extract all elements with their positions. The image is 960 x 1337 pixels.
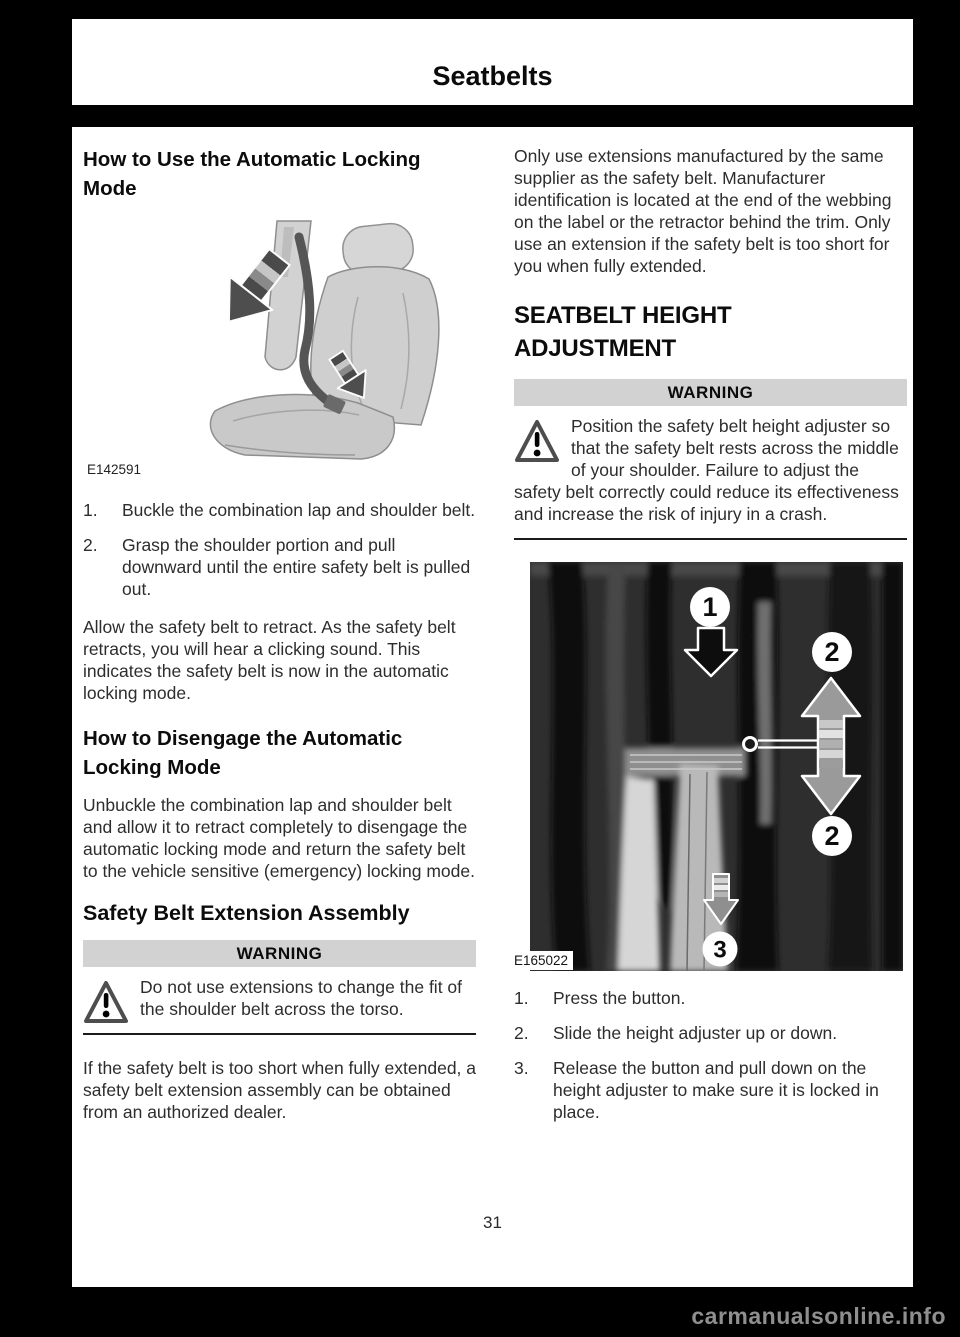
- page-header-band: [72, 19, 913, 105]
- step-number: 1.: [514, 988, 529, 1008]
- paragraph-retract: Allow the safety belt to retract. As the safety belt retracts, you will hear a clicking sound. This indicates the safety belt is now in the automatic locking mode.: [83, 617, 456, 703]
- warning-text: Do not use extensions to change the fit of the shoulder belt across the torso.: [140, 977, 463, 1019]
- automatic-locking-steps: [83, 499, 476, 600]
- heading-disengage-automatic-locking: How to Disengage the Automatic Locking Mode: [83, 727, 403, 779]
- paragraph-extensions: Only use extensions manufactured by the same supplier as the safety belt. Manufacturer identification is located at the end of the webbing on the label or the retractor behind the trim. Only use an extension if the safety belt is too short for you when fully extended.: [514, 146, 892, 276]
- warning-divider: [83, 1033, 476, 1035]
- heading-automatic-locking-mode: How to Use the Automatic Locking Mode: [83, 148, 421, 200]
- warning-body: [514, 415, 907, 540]
- step-number: 2.: [514, 1023, 529, 1043]
- step-number: 2.: [83, 535, 98, 555]
- height-adjuster-photo-icon: [530, 562, 903, 971]
- figure-label-e142591: E142591: [87, 462, 142, 477]
- warning-body: [83, 976, 476, 1035]
- list-item: [83, 499, 476, 521]
- list-item: [514, 1022, 907, 1044]
- step-text: Slide the height adjuster up or down.: [553, 1023, 838, 1043]
- step-number: 1.: [83, 500, 98, 520]
- step-text: Release the button and pull down on the height adjuster to make sure it is locked in place.: [553, 1058, 879, 1122]
- warning-title: WARNING: [83, 940, 476, 967]
- step-text: Buckle the combination lap and shoulder belt.: [122, 500, 476, 520]
- heading-seatbelt-height-adjustment: SEATBELT HEIGHT ADJUSTMENT: [514, 302, 732, 362]
- step-number: 3.: [514, 1058, 529, 1078]
- left-column: [83, 145, 476, 1139]
- list-item: [514, 1057, 907, 1123]
- warning-triangle-icon: [83, 977, 129, 1029]
- page-number: 31: [483, 1213, 502, 1232]
- heading-extension-assembly: Safety Belt Extension Assembly: [83, 901, 410, 925]
- warning-box-height-adjuster: [514, 379, 907, 540]
- warning-box-extensions: [83, 940, 476, 1035]
- watermark: carmanualsonline.info: [691, 1303, 946, 1329]
- figure-seat-illustration: [83, 215, 476, 483]
- page-body: [72, 127, 913, 1287]
- callout-2-top-label: 2: [824, 637, 840, 667]
- paragraph-belt-too-short: If the safety belt is too short when fully extended, a safety belt extension assembly can be obtained from an authorized dealer.: [83, 1058, 477, 1122]
- step-text: Press the button.: [553, 988, 686, 1008]
- warning-title: WARNING: [514, 379, 907, 406]
- page-title: Seatbelts: [432, 61, 553, 91]
- figure-height-adjuster-photo: [514, 562, 903, 971]
- warning-divider: [514, 538, 907, 540]
- list-item: [514, 987, 907, 1009]
- adjuster-button-pointer-icon: [744, 738, 757, 751]
- arrow-stripes: [714, 878, 728, 897]
- right-column: [514, 145, 907, 1139]
- paragraph-unbuckle: Unbuckle the combination lap and shoulder belt and allow it to retract completely to disengage the automatic locking mode and return the safety belt to the vehicle sensitive (emergency) locking mode.: [83, 795, 475, 881]
- list-item: [83, 534, 476, 600]
- figure-label-e165022: E165022: [513, 951, 573, 970]
- height-adjustment-steps: [514, 987, 907, 1123]
- seat-illustration-icon: [153, 215, 473, 465]
- warning-text: Position the safety belt height adjuster so that the safety belt rests across the middle of your shoulder. Failure to adjust the safety belt correctly could reduce its effectiveness and increase the risk of injury in a crash.: [514, 416, 899, 524]
- step-text: Grasp the shoulder portion and pull downward until the entire safety belt is pulled out.: [122, 535, 471, 599]
- callout-2-bottom-label: 2: [824, 821, 840, 851]
- arrow-stripes: [819, 720, 843, 768]
- warning-triangle-icon: [514, 416, 560, 468]
- callout-1-label: 1: [702, 592, 718, 622]
- callout-3-label: 3: [713, 936, 727, 964]
